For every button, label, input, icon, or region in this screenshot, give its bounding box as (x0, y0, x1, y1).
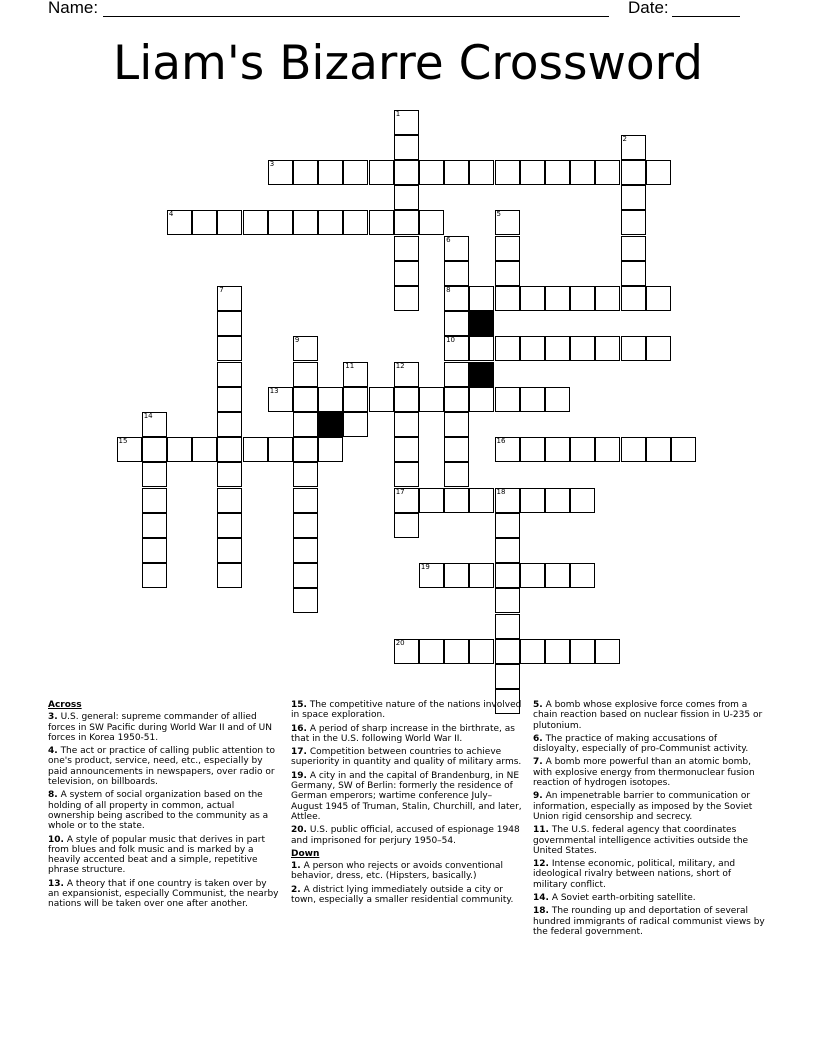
grid-cell[interactable] (570, 336, 595, 361)
grid-cell[interactable] (394, 236, 419, 261)
clue (291, 771, 523, 822)
grid-cell[interactable] (621, 236, 646, 261)
grid-cell[interactable] (217, 488, 242, 513)
grid-cell[interactable] (520, 488, 545, 513)
grid-cell[interactable] (243, 210, 268, 235)
clue-number-label: 14. (533, 893, 549, 904)
grid-cell[interactable] (394, 362, 419, 387)
clue-text: A Soviet earth-orbiting satellite. (551, 893, 696, 904)
clue-text: A period of sharp increase in the birthrate, as that in the U.S. following World War II. (291, 723, 515, 744)
clue-number: 16 (496, 437, 506, 446)
clue (533, 825, 765, 856)
grid-cell[interactable] (293, 488, 318, 513)
grid-cell[interactable] (621, 135, 646, 160)
clue-text: Competition between countries to achieve superiority in quantity and quality of military arms. (291, 747, 522, 768)
grid-cell[interactable] (621, 210, 646, 235)
grid-cell[interactable] (444, 311, 469, 336)
across-heading: Across (48, 700, 82, 710)
clue-text: The practice of making accusations of disloyalty, especially of pro-Communist activity. (533, 733, 749, 755)
grid-cell[interactable] (394, 437, 419, 462)
clue (291, 724, 523, 745)
clue-number: 4 (168, 210, 174, 219)
grid-cell[interactable] (621, 286, 646, 311)
clue-number: 9 (294, 336, 300, 345)
clue-number: 1 (395, 109, 401, 118)
grid-cell[interactable] (545, 387, 570, 412)
clue-number-label: 17. (291, 747, 307, 758)
clue-number-label: 18. (533, 906, 549, 917)
clue-text: The act or practice of calling public attention to one's product, service, need, etc., especially by paid announcements in newspapers, over radio or television, on billboards. (48, 746, 276, 788)
grid-cell[interactable] (595, 336, 620, 361)
puzzle-title: Liam's Bizarre Crossword (113, 36, 703, 91)
grid-cell[interactable] (419, 639, 444, 664)
clue-number: 18 (496, 487, 506, 496)
grid-cell[interactable] (142, 412, 167, 437)
grid-cell[interactable] (469, 488, 494, 513)
grid-cell[interactable] (520, 387, 545, 412)
grid-cell[interactable] (545, 160, 570, 185)
grid-cell[interactable] (570, 160, 595, 185)
grid-cell[interactable] (268, 387, 293, 412)
grid-cell[interactable] (495, 286, 520, 311)
grid-cell[interactable] (495, 261, 520, 286)
black-cell (469, 311, 494, 336)
grid-cell[interactable] (444, 362, 469, 387)
grid-cell[interactable] (394, 387, 419, 412)
grid-cell[interactable] (142, 437, 167, 462)
clue-text: A city in and the capital of Brandenburg, in NE Germany, SW of Berlin: formerly the residence of German emperors; wartime conference July–August 1945 of Truman, Stalin, Churchill, and later, Attlee. (291, 770, 522, 822)
clue-number-label: 5. (533, 700, 543, 710)
name-label: Name: (48, 0, 99, 17)
grid-cell[interactable] (495, 513, 520, 538)
grid-cell[interactable] (419, 387, 444, 412)
clue-number-label: 3. (48, 712, 58, 723)
clue (48, 712, 280, 743)
clue-text: A style of popular music that derives in part from blues and folk music and is marked by a heavily accented beat and a simple, repetitive phrase structure. (48, 834, 266, 876)
clue-number-label: 19. (291, 770, 307, 781)
clue (48, 835, 280, 876)
grid-cell[interactable] (243, 437, 268, 462)
grid-cell[interactable] (142, 538, 167, 563)
grid-cell[interactable] (520, 563, 545, 588)
grid-cell[interactable] (192, 437, 217, 462)
grid-cell[interactable] (268, 210, 293, 235)
grid-cell[interactable] (268, 437, 293, 462)
clue-number-label: 4. (48, 746, 58, 757)
grid-cell[interactable] (495, 210, 520, 235)
grid-cell[interactable] (343, 412, 368, 437)
grid-cell[interactable] (369, 210, 394, 235)
grid-cell[interactable] (318, 387, 343, 412)
clue (533, 893, 765, 903)
grid-cell[interactable] (444, 488, 469, 513)
grid-cell[interactable] (444, 336, 469, 361)
clue-number: 15 (118, 437, 128, 446)
grid-cell[interactable] (293, 513, 318, 538)
grid-cell[interactable] (293, 538, 318, 563)
grid-cell[interactable] (444, 563, 469, 588)
grid-cell[interactable] (495, 614, 520, 639)
grid-cell[interactable] (419, 563, 444, 588)
clue-text: A theory that if one country is taken over by an expansionist, especially Communist, the nearby nations will be taken over one after another. (48, 878, 279, 910)
grid-cell[interactable] (394, 513, 419, 538)
grid-cell[interactable] (444, 462, 469, 487)
black-cell (318, 412, 343, 437)
grid-cell[interactable] (495, 160, 520, 185)
clue (533, 757, 765, 788)
grid-cell[interactable] (369, 387, 394, 412)
grid-cell[interactable] (217, 362, 242, 387)
grid-cell[interactable] (192, 210, 217, 235)
clue-number: 6 (446, 235, 451, 244)
grid-cell[interactable] (495, 488, 520, 513)
grid-cell[interactable] (570, 437, 595, 462)
grid-cell[interactable] (646, 437, 671, 462)
grid-cell[interactable] (217, 286, 242, 311)
grid-cell[interactable] (469, 639, 494, 664)
clue (48, 790, 280, 831)
clue-column-2 (291, 700, 523, 908)
grid-cell[interactable] (293, 462, 318, 487)
clue (533, 734, 765, 755)
grid-cell[interactable] (293, 387, 318, 412)
clue-number-label: 8. (48, 790, 58, 801)
grid-cell[interactable] (419, 210, 444, 235)
grid-cell[interactable] (293, 437, 318, 462)
clue-column-3 (533, 700, 765, 940)
grid-cell[interactable] (444, 387, 469, 412)
grid-cell[interactable] (217, 462, 242, 487)
grid-cell[interactable] (621, 336, 646, 361)
clue-text: A bomb whose explosive force comes from a chain reaction based on nuclear fission in U-235 or plutonium. (533, 700, 763, 731)
clue (291, 700, 523, 721)
clue (533, 859, 765, 890)
grid-cell[interactable] (394, 135, 419, 160)
clue (533, 700, 765, 731)
clue-number-label: 9. (533, 791, 543, 802)
grid-cell[interactable] (142, 462, 167, 487)
clue-number-label: 2. (291, 884, 301, 895)
grid-cell[interactable] (217, 412, 242, 437)
clue-text: A person who rejects or avoids conventional behavior, dress, etc. (Hipsters, basically.) (291, 861, 503, 882)
grid-cell[interactable] (343, 387, 368, 412)
clue-number-label: 10. (48, 834, 64, 845)
grid-cell[interactable] (293, 588, 318, 613)
grid-cell[interactable] (217, 563, 242, 588)
grid-cell[interactable] (444, 236, 469, 261)
grid-cell[interactable] (217, 336, 242, 361)
clue (533, 906, 765, 937)
grid-cell[interactable] (469, 286, 494, 311)
clue (48, 879, 280, 910)
grid-cell[interactable] (570, 488, 595, 513)
grid-cell[interactable] (520, 437, 545, 462)
clue-number: 3 (269, 159, 275, 168)
grid-cell[interactable] (570, 563, 595, 588)
clue (291, 747, 523, 768)
grid-cell[interactable] (646, 286, 671, 311)
grid-cell[interactable] (621, 261, 646, 286)
grid-cell[interactable] (621, 437, 646, 462)
grid-cell[interactable] (268, 160, 293, 185)
grid-cell[interactable] (293, 362, 318, 387)
clue (291, 861, 523, 882)
down-heading: Down (291, 848, 320, 859)
clue-text: U.S. public official, accused of espionage 1948 and imprisoned for perjury 1950–54. (291, 825, 520, 846)
grid-cell[interactable] (495, 336, 520, 361)
grid-cell[interactable] (394, 110, 419, 135)
clue-number: 5 (496, 210, 501, 219)
grid-cell[interactable] (217, 437, 242, 462)
grid-cell[interactable] (217, 311, 242, 336)
grid-cell[interactable] (495, 437, 520, 462)
clue-number: 14 (143, 411, 153, 420)
clue-number-label: 15. (291, 700, 307, 710)
grid-cell[interactable] (167, 437, 192, 462)
date-label: Date: (628, 0, 669, 17)
grid-cell[interactable] (545, 563, 570, 588)
grid-cell[interactable] (293, 412, 318, 437)
grid-cell[interactable] (545, 488, 570, 513)
clue-text: U.S. general: supreme commander of allied forces in SW Pacific during World War II and of UN forces in Korea 1950-51. (48, 712, 272, 743)
clue-column-1 (48, 700, 280, 913)
grid-cell[interactable] (369, 160, 394, 185)
clue-number: 17 (395, 487, 405, 496)
grid-cell[interactable] (394, 286, 419, 311)
clue-text: The competitive nature of the nations involved in space exploration. (291, 700, 522, 721)
clue-number-label: 1. (291, 861, 301, 872)
clue-number-label: 6. (533, 733, 543, 744)
grid-cell[interactable] (495, 664, 520, 689)
clue-number-label: 20. (291, 825, 307, 836)
grid-cell[interactable] (646, 160, 671, 185)
grid-cell[interactable] (394, 261, 419, 286)
grid-cell[interactable] (142, 488, 167, 513)
grid-cell[interactable] (343, 362, 368, 387)
clue (291, 885, 523, 906)
grid-cell[interactable] (621, 185, 646, 210)
clue-text: A bomb more powerful than an atomic bomb, with explosive energy from thermonuclear fusion reaction of hydrogen isotopes. (533, 757, 755, 789)
clue-number-label: 16. (291, 723, 307, 734)
grid-cell[interactable] (293, 160, 318, 185)
clue-number: 8 (446, 285, 451, 294)
grid-cell[interactable] (520, 336, 545, 361)
grid-cell[interactable] (343, 160, 368, 185)
grid-cell[interactable] (217, 210, 242, 235)
grid-cell[interactable] (293, 210, 318, 235)
grid-cell[interactable] (394, 160, 419, 185)
grid-cell[interactable] (469, 336, 494, 361)
grid-cell[interactable] (495, 538, 520, 563)
grid-cell[interactable] (318, 437, 343, 462)
grid-cell[interactable] (646, 336, 671, 361)
grid-cell[interactable] (444, 412, 469, 437)
grid-cell[interactable] (217, 513, 242, 538)
grid-cell[interactable] (595, 639, 620, 664)
clue-number: 10 (446, 336, 456, 345)
grid-cell[interactable] (444, 261, 469, 286)
grid-cell[interactable] (570, 286, 595, 311)
grid-cell[interactable] (495, 563, 520, 588)
grid-cell[interactable] (520, 160, 545, 185)
grid-cell[interactable] (469, 563, 494, 588)
grid-cell[interactable] (318, 210, 343, 235)
grid-cell[interactable] (142, 563, 167, 588)
grid-cell[interactable] (469, 387, 494, 412)
clue-number: 13 (269, 386, 279, 395)
grid-cell[interactable] (293, 336, 318, 361)
grid-cell[interactable] (671, 437, 696, 462)
grid-cell[interactable] (343, 210, 368, 235)
grid-cell[interactable] (469, 160, 494, 185)
clue-number: 11 (345, 361, 355, 370)
grid-cell[interactable] (621, 160, 646, 185)
grid-cell[interactable] (117, 437, 142, 462)
grid-cell[interactable] (595, 160, 620, 185)
grid-cell[interactable] (394, 488, 419, 513)
clue-text: An impenetrable barrier to communication or information, especially as imposed by the Soviet Union rigid censorship and secrecy. (533, 791, 753, 822)
grid-cell[interactable] (595, 437, 620, 462)
grid-cell[interactable] (444, 286, 469, 311)
grid-cell[interactable] (394, 412, 419, 437)
grid-cell[interactable] (495, 588, 520, 613)
grid-cell[interactable] (167, 210, 192, 235)
grid-cell[interactable] (444, 639, 469, 664)
grid-cell[interactable] (293, 563, 318, 588)
clue-number-label: 13. (48, 878, 64, 889)
grid-cell[interactable] (394, 185, 419, 210)
clue (533, 791, 765, 822)
grid-cell[interactable] (495, 236, 520, 261)
grid-cell[interactable] (495, 639, 520, 664)
clue-text: The U.S. federal agency that coordinates governmental intelligence activities outside the United States. (533, 825, 749, 856)
grid-cell[interactable] (394, 639, 419, 664)
clue-number: 2 (622, 134, 627, 143)
grid-cell[interactable] (444, 437, 469, 462)
black-cell (469, 362, 494, 387)
grid-cell[interactable] (545, 336, 570, 361)
clue-number: 20 (395, 638, 405, 647)
grid-cell[interactable] (520, 639, 545, 664)
grid-cell[interactable] (545, 437, 570, 462)
grid-cell[interactable] (217, 387, 242, 412)
clue-number: 12 (395, 361, 405, 370)
grid-cell[interactable] (142, 513, 167, 538)
clue (291, 825, 523, 846)
clue-text: A system of social organization based on the holding of all property in common, actual ownership being ascribed to the community as a whole or to the state. (48, 790, 269, 832)
grid-cell[interactable] (545, 639, 570, 664)
clue-number: 19 (420, 563, 430, 572)
grid-cell[interactable] (394, 462, 419, 487)
clue-number: 7 (219, 285, 224, 294)
grid-cell[interactable] (217, 538, 242, 563)
grid-cell[interactable] (595, 286, 620, 311)
grid-cell[interactable] (394, 210, 419, 235)
grid-cell[interactable] (318, 160, 343, 185)
clue (48, 746, 280, 787)
grid-cell[interactable] (520, 286, 545, 311)
grid-cell[interactable] (444, 160, 469, 185)
clue-text: Intense economic, political, military, and ideological rivalry between nations, short of military conflict. (533, 859, 736, 890)
grid-cell[interactable] (419, 160, 444, 185)
clue-number-label: 11. (533, 825, 549, 836)
clue-number-label: 7. (533, 757, 543, 768)
grid-cell[interactable] (545, 286, 570, 311)
grid-cell[interactable] (570, 639, 595, 664)
grid-cell[interactable] (419, 488, 444, 513)
grid-cell[interactable] (495, 387, 520, 412)
clue-text: The rounding up and deportation of several hundred immigrants of radical communist views by the federal government. (533, 906, 765, 937)
clue-text: A district lying immediately outside a city or town, especially a smaller residential community. (291, 884, 514, 906)
clue-number-label: 12. (533, 859, 549, 870)
